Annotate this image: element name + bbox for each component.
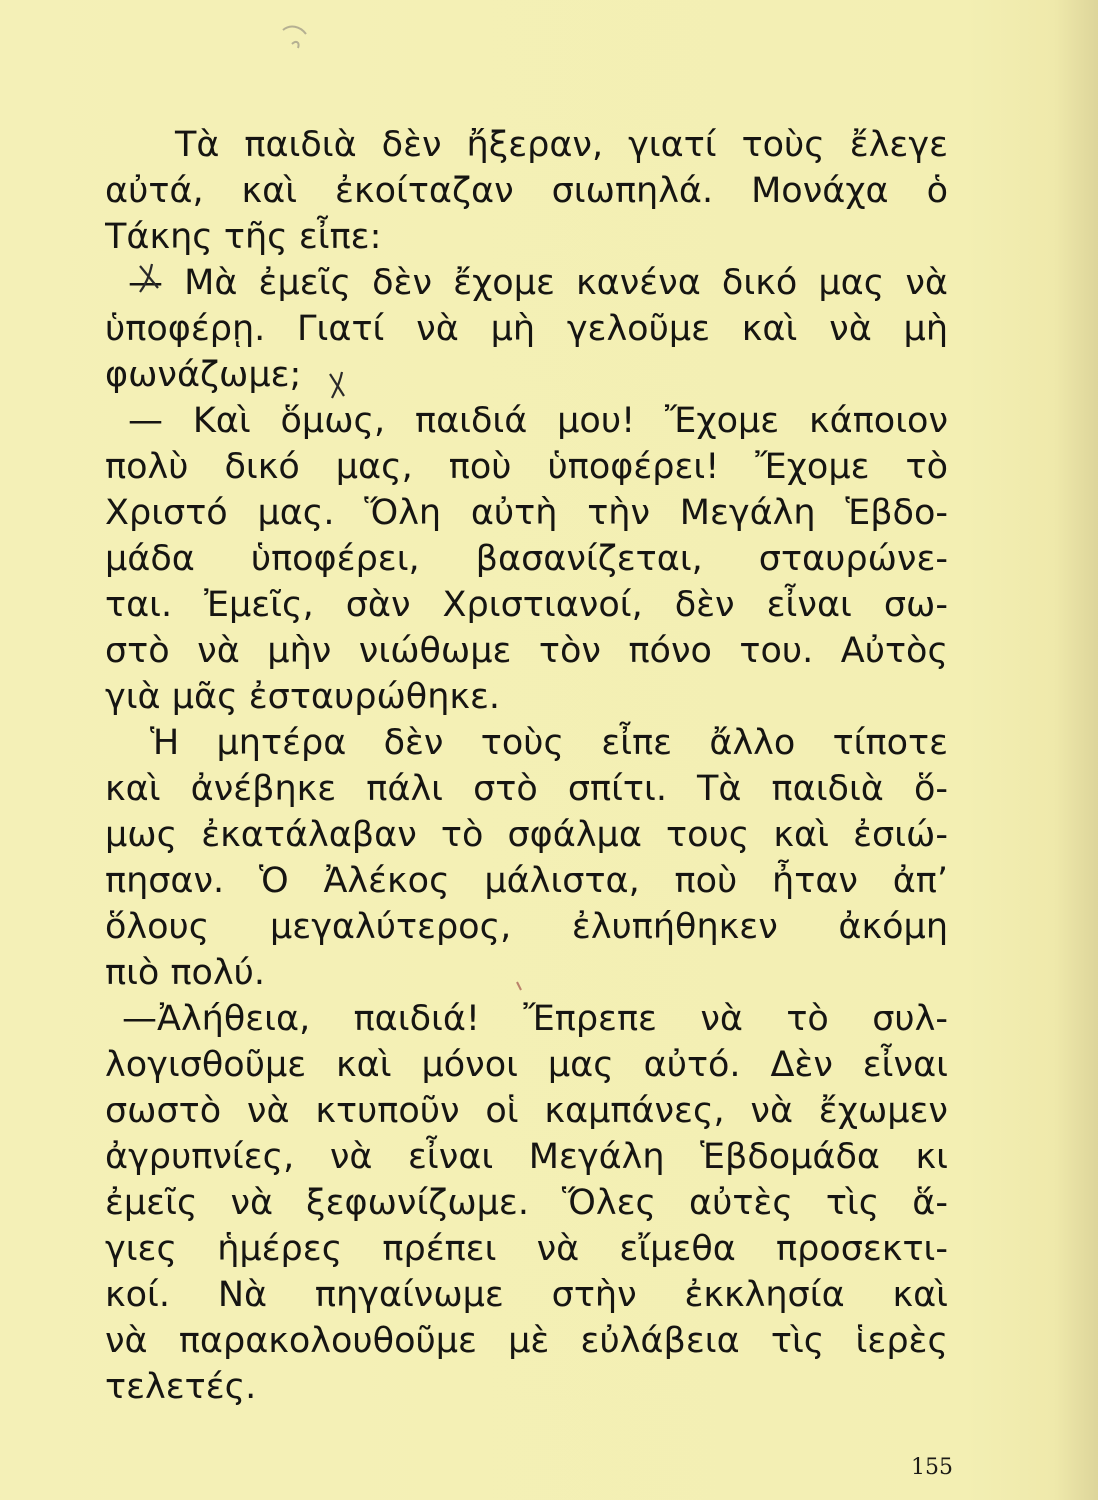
- text-line: φωνάζωμε;: [105, 355, 302, 395]
- text-line: σωστὸ νὰ κτυποῦν οἱ καμπάνες, νὰ ἔχωμεν: [105, 1091, 948, 1131]
- paragraph: [105, 398, 948, 720]
- text-line: — Καὶ ὅμως, παιδιά μου! Ἔχομε κάποιον: [128, 401, 948, 441]
- text-line: ὑποφέρῃ. Γιατί νὰ μὴ γελοῦμε καὶ νὰ μὴ: [105, 309, 948, 349]
- text-line: μως ἐκατάλαβαν τὸ σφάλμα τους καὶ ἐσιώ-: [105, 815, 948, 855]
- text-line: λογισθοῦμε καὶ μόνοι μας αὐτό. Δὲν εἶναι: [105, 1045, 948, 1085]
- text-line: μάδα ὑποφέρει, βασανίζεται, σταυρώνε-: [105, 539, 948, 579]
- paragraph: [105, 260, 948, 398]
- paragraph: [105, 996, 948, 1410]
- text-line: Ἡ μητέρα δὲν τοὺς εἶπε ἄλλο τίποτε: [150, 723, 948, 763]
- text-line: Τάκης τῆς εἶπε:: [105, 217, 382, 257]
- text-line: γιες ἡμέρες πρέπει νὰ εἴμεθα προσεκτι-: [105, 1229, 948, 1269]
- text-line: ἀγρυπνίες, νὰ εἶναι Μεγάλη Ἑβδομάδα κι: [105, 1137, 948, 1177]
- text-line: γιὰ μᾶς ἐσταυρώθηκε.: [105, 677, 501, 717]
- text-line: — Μὰ ἐμεῖς δὲν ἔχομε κανένα δικό μας νὰ: [128, 263, 948, 303]
- text-line: αὐτά, καὶ ἐκοίταζαν σιωπηλά. Μονάχα ὁ: [105, 171, 948, 211]
- text-line: Τὰ παιδιὰ δὲν ἤξεραν, γιατί τοὺς ἔλεγε: [175, 125, 948, 165]
- text-line: κοί. Νὰ πηγαίνωμε στὴν ἐκκλησία καὶ: [105, 1275, 948, 1315]
- paragraph: [105, 122, 948, 260]
- text-line: πολὺ δικό μας, ποὺ ὑποφέρει! Ἔχομε τὸ: [105, 447, 948, 487]
- pen-mark: [283, 27, 306, 48]
- text-line: καὶ ἀνέβηκε πάλι στὸ σπίτι. Τὰ παιδιὰ ὅ-: [105, 769, 948, 809]
- text-line: πησαν. Ὁ Ἀλέκος μάλιστα, ποὺ ἦταν ἀπ’: [105, 861, 948, 901]
- text-line: ται. Ἐμεῖς, σὰν Χριστιανοί, δὲν εἶναι σω-: [105, 585, 948, 625]
- body-text: [105, 122, 948, 1410]
- paragraph: [105, 720, 948, 996]
- page-number: 155: [911, 1455, 953, 1480]
- text-line: στὸ νὰ μὴν νιώθωμε τὸν πόνο του. Αὐτὸς: [105, 631, 948, 671]
- text-line: πιὸ πολύ.: [105, 953, 266, 993]
- text-line: νὰ παρακολουθοῦμε μὲ εὐλάβεια τὶς ἱερὲς: [105, 1321, 948, 1361]
- text-line: τελετές.: [105, 1367, 257, 1407]
- text-line: —Ἀλήθεια, παιδιά! Ἔπρεπε νὰ τὸ συλ-: [122, 999, 948, 1039]
- text-line: Χριστό μας. Ὅλη αὐτὴ τὴν Μεγάλη Ἑβδο-: [105, 493, 948, 533]
- text-line: ἐμεῖς νὰ ξεφωνίζωμε. Ὅλες αὐτὲς τὶς ἅ-: [105, 1183, 948, 1223]
- text-line: ὅλους μεγαλύτερος, ἐλυπήθηκεν ἀκόμη: [105, 907, 948, 947]
